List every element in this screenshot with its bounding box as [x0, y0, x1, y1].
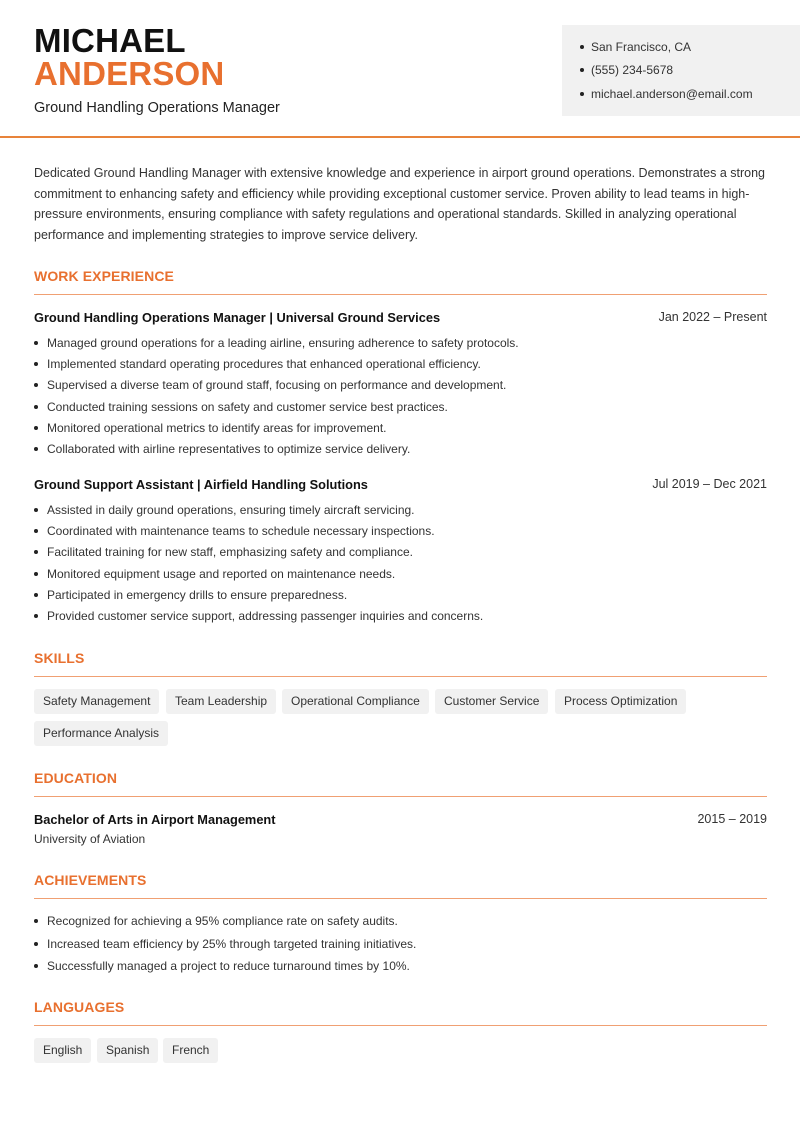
- section-title-education: EDUCATION: [34, 770, 118, 786]
- list-item: [34, 542, 767, 563]
- bullet-icon: [34, 614, 38, 618]
- education-degree: Bachelor of Arts in Airport Management: [34, 812, 276, 827]
- bullet-icon: [580, 45, 584, 49]
- job-bullets: [34, 332, 767, 460]
- job-title: Ground Handling Operations Manager: [34, 100, 280, 116]
- skill-chip: Performance Analysis: [34, 721, 168, 746]
- job-bullets: [34, 499, 767, 627]
- bullet-icon: [34, 508, 38, 512]
- bullet-icon: [34, 426, 38, 430]
- education-school: University of Aviation: [34, 832, 146, 846]
- bullet-icon: [34, 447, 38, 451]
- section-title-work: WORK EXPERIENCE: [34, 268, 174, 284]
- contact-email-text: michael.anderson@email.com: [591, 87, 753, 101]
- list-item: [34, 438, 767, 459]
- last-name: ANDERSON: [34, 55, 225, 92]
- contact-box: [562, 25, 800, 116]
- first-name: MICHAEL: [34, 22, 186, 59]
- skill-chip: Team Leadership: [166, 689, 276, 714]
- list-item: [34, 520, 767, 541]
- education-dates: 2015 – 2019: [697, 812, 767, 826]
- list-item: [34, 910, 767, 933]
- skill-chip: Safety Management: [34, 689, 159, 714]
- skill-chip: Operational Compliance: [282, 689, 429, 714]
- contact-location-text: San Francisco, CA: [591, 40, 692, 54]
- list-item-text: Conducted training sessions on safety and customer service best practices.: [47, 399, 448, 414]
- list-item-text: Increased team efficiency by 25% through targeted training initiatives.: [47, 936, 417, 951]
- list-item-text: Provided customer service support, addressing passenger inquiries and concerns.: [47, 609, 484, 624]
- bullet-icon: [580, 68, 584, 72]
- job-role: Ground Handling Operations Manager | Universal Ground Services: [34, 310, 441, 325]
- list-item: [34, 933, 767, 956]
- list-item-text: Implemented standard operating procedures that enhanced operational efficiency.: [47, 356, 481, 371]
- bullet-icon: [34, 405, 38, 409]
- list-item-text: Monitored operational metrics to identify areas for improvement.: [47, 420, 387, 435]
- list-item-text: Assisted in daily ground operations, ensuring timely aircraft servicing.: [47, 502, 415, 517]
- list-item-text: Facilitated training for new staff, emphasizing safety and compliance.: [47, 545, 413, 560]
- list-item: [34, 499, 767, 520]
- section-divider: [34, 796, 767, 797]
- job-dates: Jul 2019 – Dec 2021: [652, 477, 767, 491]
- list-item: [34, 584, 767, 605]
- skill-chip: Process Optimization: [555, 689, 686, 714]
- summary-paragraph: Dedicated Ground Handling Manager with extensive knowledge and experience in airport ground operations. Demonstrates a strong commitment to enhancing safety and efficiency while providing exceptional customer service. Proven ability to lead teams in high-pressure environments, ensuring compliance with safety regulations and operational standards. Skilled in analyzing operational performance and implementing strategies to improve service delivery.: [34, 166, 765, 242]
- language-chip: Spanish: [97, 1038, 158, 1063]
- bullet-icon: [34, 362, 38, 366]
- bullet-icon: [34, 572, 38, 576]
- language-chip: French: [163, 1038, 218, 1063]
- list-item: [34, 417, 767, 438]
- contact-phone: [580, 63, 673, 77]
- section-divider: [34, 676, 767, 677]
- list-item-text: Supervised a diverse team of ground staff, focusing on performance and development.: [47, 378, 507, 393]
- list-item: [34, 396, 767, 417]
- list-item-text: Coordinated with maintenance teams to schedule necessary inspections.: [47, 523, 435, 538]
- list-item: [34, 332, 767, 353]
- bullet-icon: [34, 550, 38, 554]
- list-item-text: Managed ground operations for a leading airline, ensuring adherence to safety protocols.: [47, 335, 519, 350]
- contact-location: [580, 40, 691, 54]
- bullet-icon: [34, 964, 38, 968]
- bullet-icon: [34, 593, 38, 597]
- contact-email: [580, 87, 753, 101]
- bullet-icon: [34, 529, 38, 533]
- list-item: [34, 563, 767, 584]
- list-item-text: Successfully managed a project to reduce turnaround times by 10%.: [47, 959, 410, 974]
- section-title-achievements: ACHIEVEMENTS: [34, 872, 147, 888]
- language-chip: English: [34, 1038, 91, 1063]
- list-item: [34, 605, 767, 626]
- bullet-icon: [34, 341, 38, 345]
- section-title-skills: SKILLS: [34, 650, 85, 666]
- achievements-list: [34, 910, 767, 978]
- section-divider: [34, 294, 767, 295]
- bullet-icon: [34, 383, 38, 387]
- section-divider: [34, 898, 767, 899]
- job-dates: Jan 2022 – Present: [658, 310, 767, 324]
- section-title-languages: LANGUAGES: [34, 999, 125, 1015]
- list-item-text: Participated in emergency drills to ensure preparedness.: [47, 587, 348, 602]
- bullet-icon: [580, 92, 584, 96]
- bullet-icon: [34, 942, 38, 946]
- bullet-icon: [34, 919, 38, 923]
- job-role: Ground Support Assistant | Airfield Handling Solutions: [34, 477, 368, 492]
- list-item: [34, 353, 767, 374]
- list-item: [34, 955, 767, 978]
- skill-chip: Customer Service: [435, 689, 548, 714]
- list-item-text: Collaborated with airline representatives to optimize service delivery.: [47, 442, 411, 457]
- list-item: [34, 375, 767, 396]
- resume-header: [0, 0, 800, 138]
- section-divider: [34, 1025, 767, 1026]
- list-item-text: Recognized for achieving a 95% compliance rate on safety audits.: [47, 914, 398, 929]
- contact-phone-text: (555) 234-5678: [591, 63, 674, 77]
- list-item-text: Monitored equipment usage and reported on maintenance needs.: [47, 566, 396, 581]
